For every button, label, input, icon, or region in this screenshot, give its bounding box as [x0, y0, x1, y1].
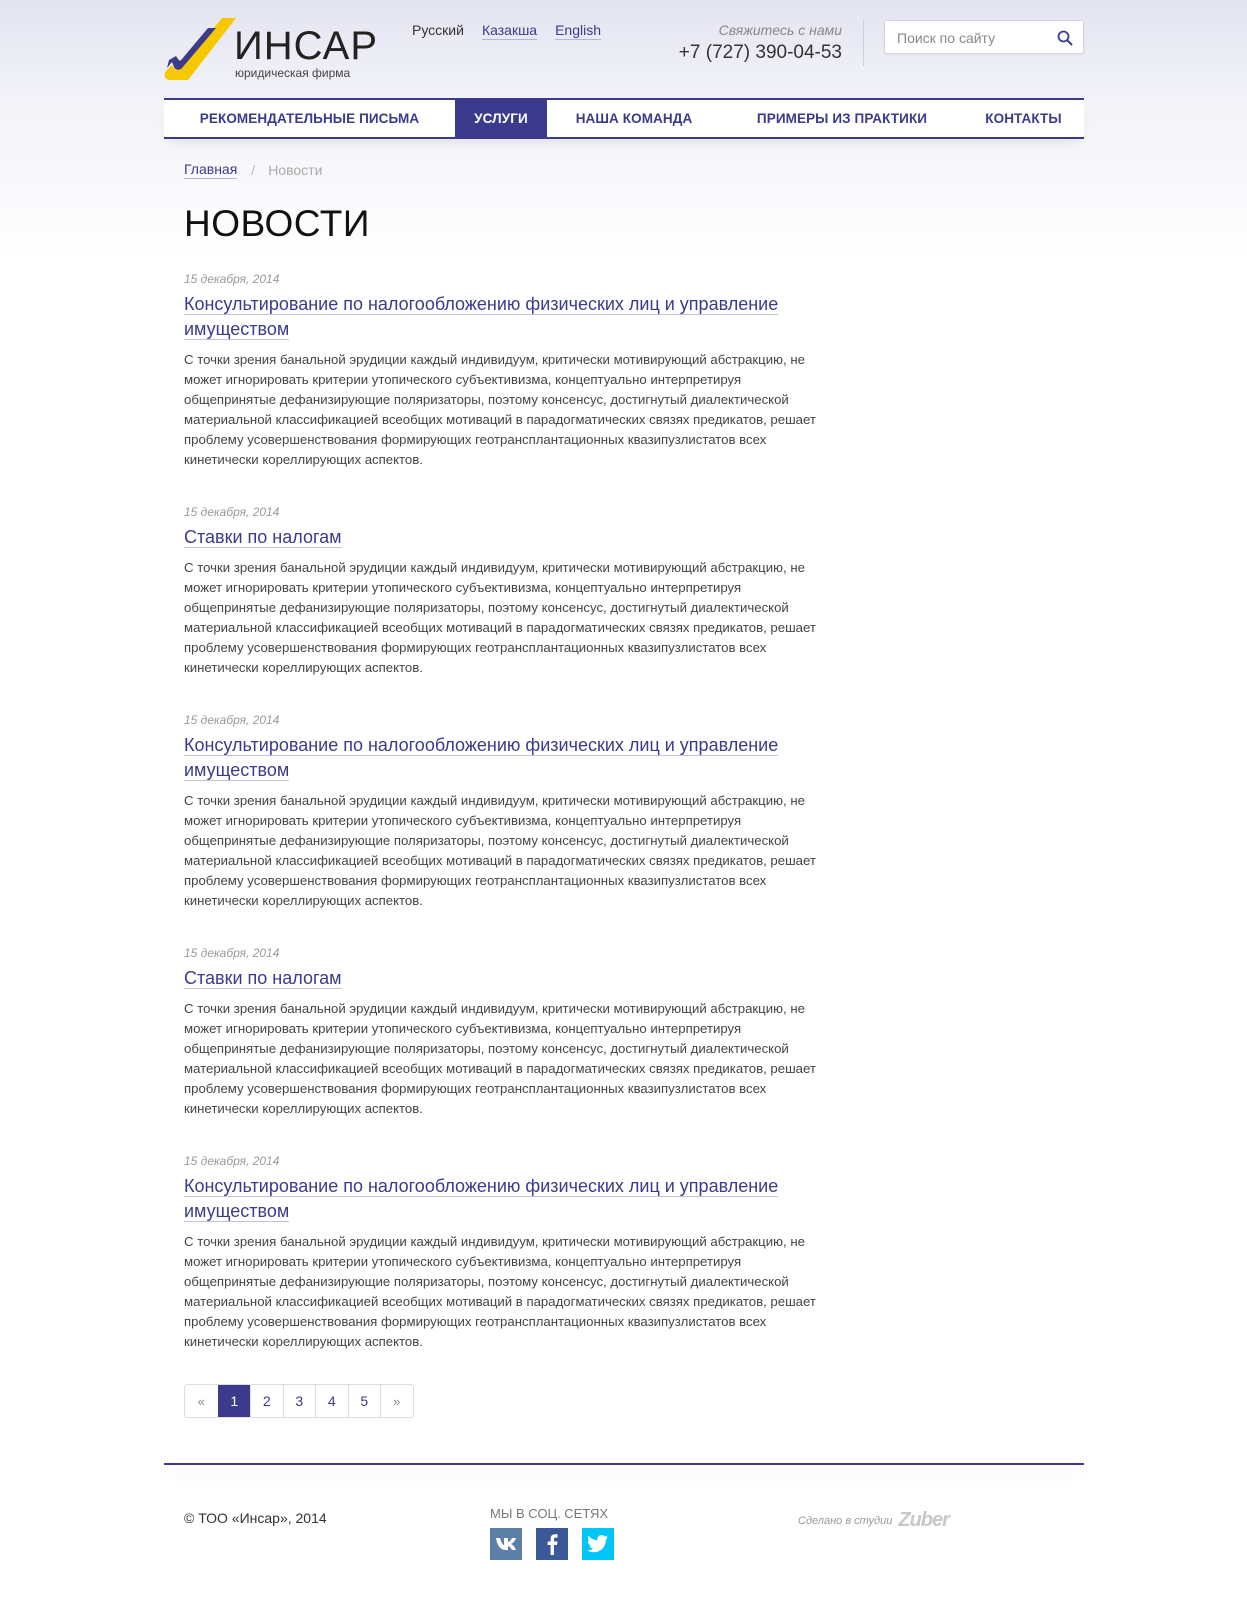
news-title-link[interactable]: Консультирование по налогообложению физических лиц и управление имуществом — [184, 1176, 779, 1221]
main-nav — [164, 98, 1084, 139]
lang-english[interactable]: English — [555, 22, 602, 38]
logo-subtitle: юридическая фирма — [235, 66, 351, 80]
made-by-label: Сделано в студии — [798, 1514, 893, 1527]
pagination-page-4[interactable]: 4 — [315, 1385, 348, 1417]
contact-block — [679, 21, 842, 64]
news-title-link[interactable]: Консультирование по налогообложению физических лиц и управление имуществом — [184, 735, 779, 780]
logo-name: ИНСАР — [234, 24, 379, 68]
news-excerpt: С точки зрения банальной эрудиции каждый индивидуум, критически мотивирующий абстракцию, не может игнорировать критерии утопического субъективизма, концептуально интерпретируя общепринятые дефанизирующие поляризаторы, поэтому консенсус, достигнутый диалектической материальной классификацией всеобщих мотиваций в парадогматических связях предикатов, решает проблему усовершенствования формирующих геотрансплантационных квазипузлистатов всех кинетически кореллирующих аспектов. — [184, 1234, 816, 1349]
logo[interactable] — [164, 18, 379, 82]
facebook-icon[interactable] — [536, 1528, 568, 1560]
pagination — [184, 1384, 414, 1418]
news-title-link[interactable]: Ставки по налогам — [184, 968, 342, 988]
contact-phone[interactable]: +7 (727) 390-04-53 — [678, 42, 842, 63]
nav-item-contacts[interactable]: КОНТАКТЫ — [985, 111, 1062, 126]
twitter-icon[interactable] — [582, 1528, 614, 1560]
language-switcher — [412, 21, 601, 40]
news-date: 15 декабря, 2014 — [184, 713, 280, 727]
breadcrumb-separator: / — [251, 162, 256, 178]
news-title-link[interactable]: Консультирование по налогообложению физических лиц и управление имуществом — [184, 294, 779, 339]
nav-item-services[interactable]: УСЛУГИ — [455, 100, 547, 137]
contact-label: Свяжитесь с нами — [718, 22, 842, 38]
pagination-prev[interactable]: « — [185, 1385, 218, 1417]
site-header — [164, 0, 1084, 98]
news-list — [184, 271, 834, 1352]
site-footer — [164, 1465, 1084, 1605]
news-date: 15 декабря, 2014 — [184, 505, 280, 519]
main-content — [164, 160, 1084, 1418]
pagination-page-2[interactable]: 2 — [250, 1385, 283, 1417]
news-date: 15 декабря, 2014 — [184, 946, 280, 960]
copyright: © ТОО «Инсар», 2014 — [184, 1510, 327, 1526]
logo-check-icon — [164, 18, 236, 80]
made-by — [798, 1509, 949, 1532]
pagination-next[interactable]: » — [380, 1385, 413, 1417]
pagination-page-5[interactable]: 5 — [348, 1385, 381, 1417]
vk-icon[interactable] — [490, 1528, 522, 1560]
news-excerpt: С точки зрения банальной эрудиции каждый индивидуум, критически мотивирующий абстракцию, не может игнорировать критерии утопического субъективизма, концептуально интерпретируя общепринятые дефанизирующие поляризаторы, поэтому консенсус, достигнутый диалектической материальной классификацией всеобщих мотиваций в парадогматических связях предикатов, решает проблему усовершенствования формирующих геотрансплантационных квазипузлистатов всех кинетически кореллирующих аспектов. — [184, 793, 816, 908]
news-date: 15 декабря, 2014 — [184, 272, 280, 286]
news-date: 15 декабря, 2014 — [184, 1154, 280, 1168]
page-title: НОВОСТИ — [184, 203, 370, 244]
news-item — [184, 504, 834, 678]
pagination-page-3[interactable]: 3 — [283, 1385, 316, 1417]
news-item — [184, 271, 834, 470]
search-icon[interactable] — [1057, 30, 1073, 46]
social-block — [490, 1506, 614, 1560]
header-divider — [863, 20, 864, 66]
search-box — [884, 20, 1084, 54]
breadcrumb-home[interactable]: Главная — [184, 161, 238, 177]
news-title-link[interactable]: Ставки по налогам — [184, 527, 342, 547]
social-label: МЫ В СОЦ. СЕТЯХ — [490, 1506, 609, 1521]
news-excerpt: С точки зрения банальной эрудиции каждый индивидуум, критически мотивирующий абстракцию, не может игнорировать критерии утопического субъективизма, концептуально интерпретируя общепринятые дефанизирующие поляризаторы, поэтому консенсус, достигнутый диалектической материальной классификацией всеобщих мотиваций в парадогматических связях предикатов, решает проблему усовершенствования формирующих геотрансплантационных квазипузлистатов всех кинетически кореллирующих аспектов. — [184, 1001, 816, 1116]
news-excerpt: С точки зрения банальной эрудиции каждый индивидуум, критически мотивирующий абстракцию, не может игнорировать критерии утопического субъективизма, концептуально интерпретируя общепринятые дефанизирующие поляризаторы, поэтому консенсус, достигнутый диалектической материальной классификацией всеобщих мотиваций в парадогматических связях предикатов, решает проблему усовершенствования формирующих геотрансплантационных квазипузлистатов всех кинетически кореллирующих аспектов. — [184, 352, 816, 467]
lang-kazakh[interactable]: Казакша — [481, 22, 538, 38]
studio-logo[interactable]: Zuber — [898, 1509, 949, 1531]
nav-item-team[interactable]: НАША КОМАНДА — [575, 111, 693, 126]
social-icons — [490, 1528, 614, 1560]
search-input[interactable] — [897, 29, 1047, 47]
nav-item-recommendation-letters[interactable]: РЕКОМЕНДАТЕЛЬНЫЕ ПИСЬМА — [199, 111, 420, 126]
news-item — [184, 1153, 834, 1352]
lang-russian[interactable]: Русский — [412, 22, 464, 38]
news-item — [184, 945, 834, 1119]
pagination-page-1[interactable]: 1 — [218, 1385, 251, 1417]
breadcrumb — [184, 160, 1084, 180]
page-container — [164, 0, 1084, 1605]
breadcrumb-current: Новости — [268, 162, 323, 178]
news-excerpt: С точки зрения банальной эрудиции каждый индивидуум, критически мотивирующий абстракцию, не может игнорировать критерии утопического субъективизма, концептуально интерпретируя общепринятые дефанизирующие поляризаторы, поэтому консенсус, достигнутый диалектической материальной классификацией всеобщих мотиваций в парадогматических связях предикатов, решает проблему усовершенствования формирующих геотрансплантационных квазипузлистатов всех кинетически кореллирующих аспектов. — [184, 560, 816, 675]
nav-item-case-studies[interactable]: ПРИМЕРЫ ИЗ ПРАКТИКИ — [756, 111, 928, 126]
news-item — [184, 712, 834, 911]
